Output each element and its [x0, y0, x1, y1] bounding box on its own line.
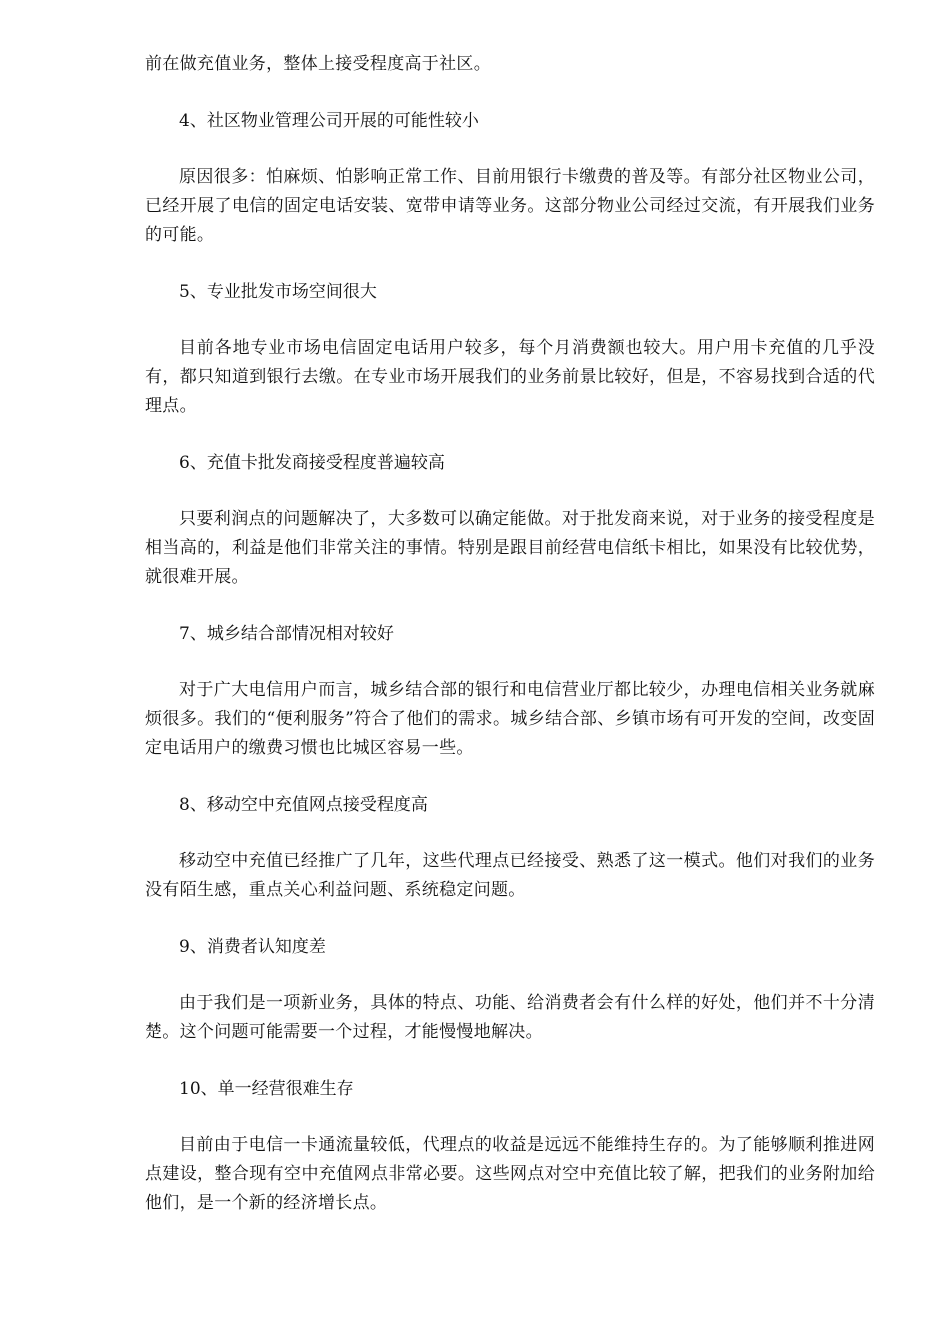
section-body-9: 由于我们是一项新业务，具体的特点、功能、给消费者会有什么样的好处，他们并不十分清楚。这个问题可能需要一个过程，才能慢慢地解决。: [145, 993, 875, 1042]
section-body-5: 目前各地专业市场电信固定电话用户较多，每个月消费额也较大。用户用卡充值的几乎没有，都只知道到银行去缴。在专业市场开展我们的业务前景比较好，但是，不容易找到合适的代理点。: [145, 338, 875, 416]
section-heading-6: 6、充值卡批发商接受程度普遍较高: [179, 453, 445, 473]
section-body-8: 移动空中充值已经推广了几年，这些代理点已经接受、熟悉了这一模式。他们对我们的业务没有陌生感，重点关心利益问题、系统稳定问题。: [145, 851, 875, 900]
section-body-7: 对于广大电信用户而言，城乡结合部的银行和电信营业厅都比较少，办理电信相关业务就麻烦很多。我们的“便利服务”符合了他们的需求。城乡结合部、乡镇市场有可开发的空间，改变固定电话用户的缴费习惯也比城区容易一些。: [145, 680, 875, 758]
section-body-10: 目前由于电信一卡通流量较低，代理点的收益是远远不能维持生存的。为了能够顺利推进网点建设，整合现有空中充值网点非常必要。这些网点对空中充值比较了解，把我们的业务附加给他们，是一个新的经济增长点。: [145, 1135, 875, 1213]
section-heading-8: 8、移动空中充值网点接受程度高: [179, 795, 428, 815]
intro-paragraph: 前在做充值业务，整体上接受程度高于社区。: [145, 54, 491, 74]
section-heading-4: 4、社区物业管理公司开展的可能性较小: [179, 111, 479, 131]
section-heading-5: 5、专业批发市场空间很大: [179, 282, 377, 302]
section-heading-10: 10、单一经营很难生存: [179, 1079, 354, 1099]
section-body-6: 只要利润点的问题解决了，大多数可以确定能做。对于批发商来说，对于业务的接受程度是相当高的，利益是他们非常关注的事情。特别是跟目前经营电信纸卡相比，如果没有比较优势，就很难开展。: [145, 509, 875, 587]
section-heading-9: 9、消费者认知度差: [179, 937, 326, 957]
section-body-4: 原因很多：怕麻烦、怕影响正常工作、目前用银行卡缴费的普及等。有部分社区物业公司，已经开展了电信的固定电话安装、宽带申请等业务。这部分物业公司经过交流，有开展我们业务的可能。: [145, 167, 875, 245]
document-page: [145, 50, 875, 1218]
section-heading-7: 7、城乡结合部情况相对较好: [179, 624, 394, 644]
